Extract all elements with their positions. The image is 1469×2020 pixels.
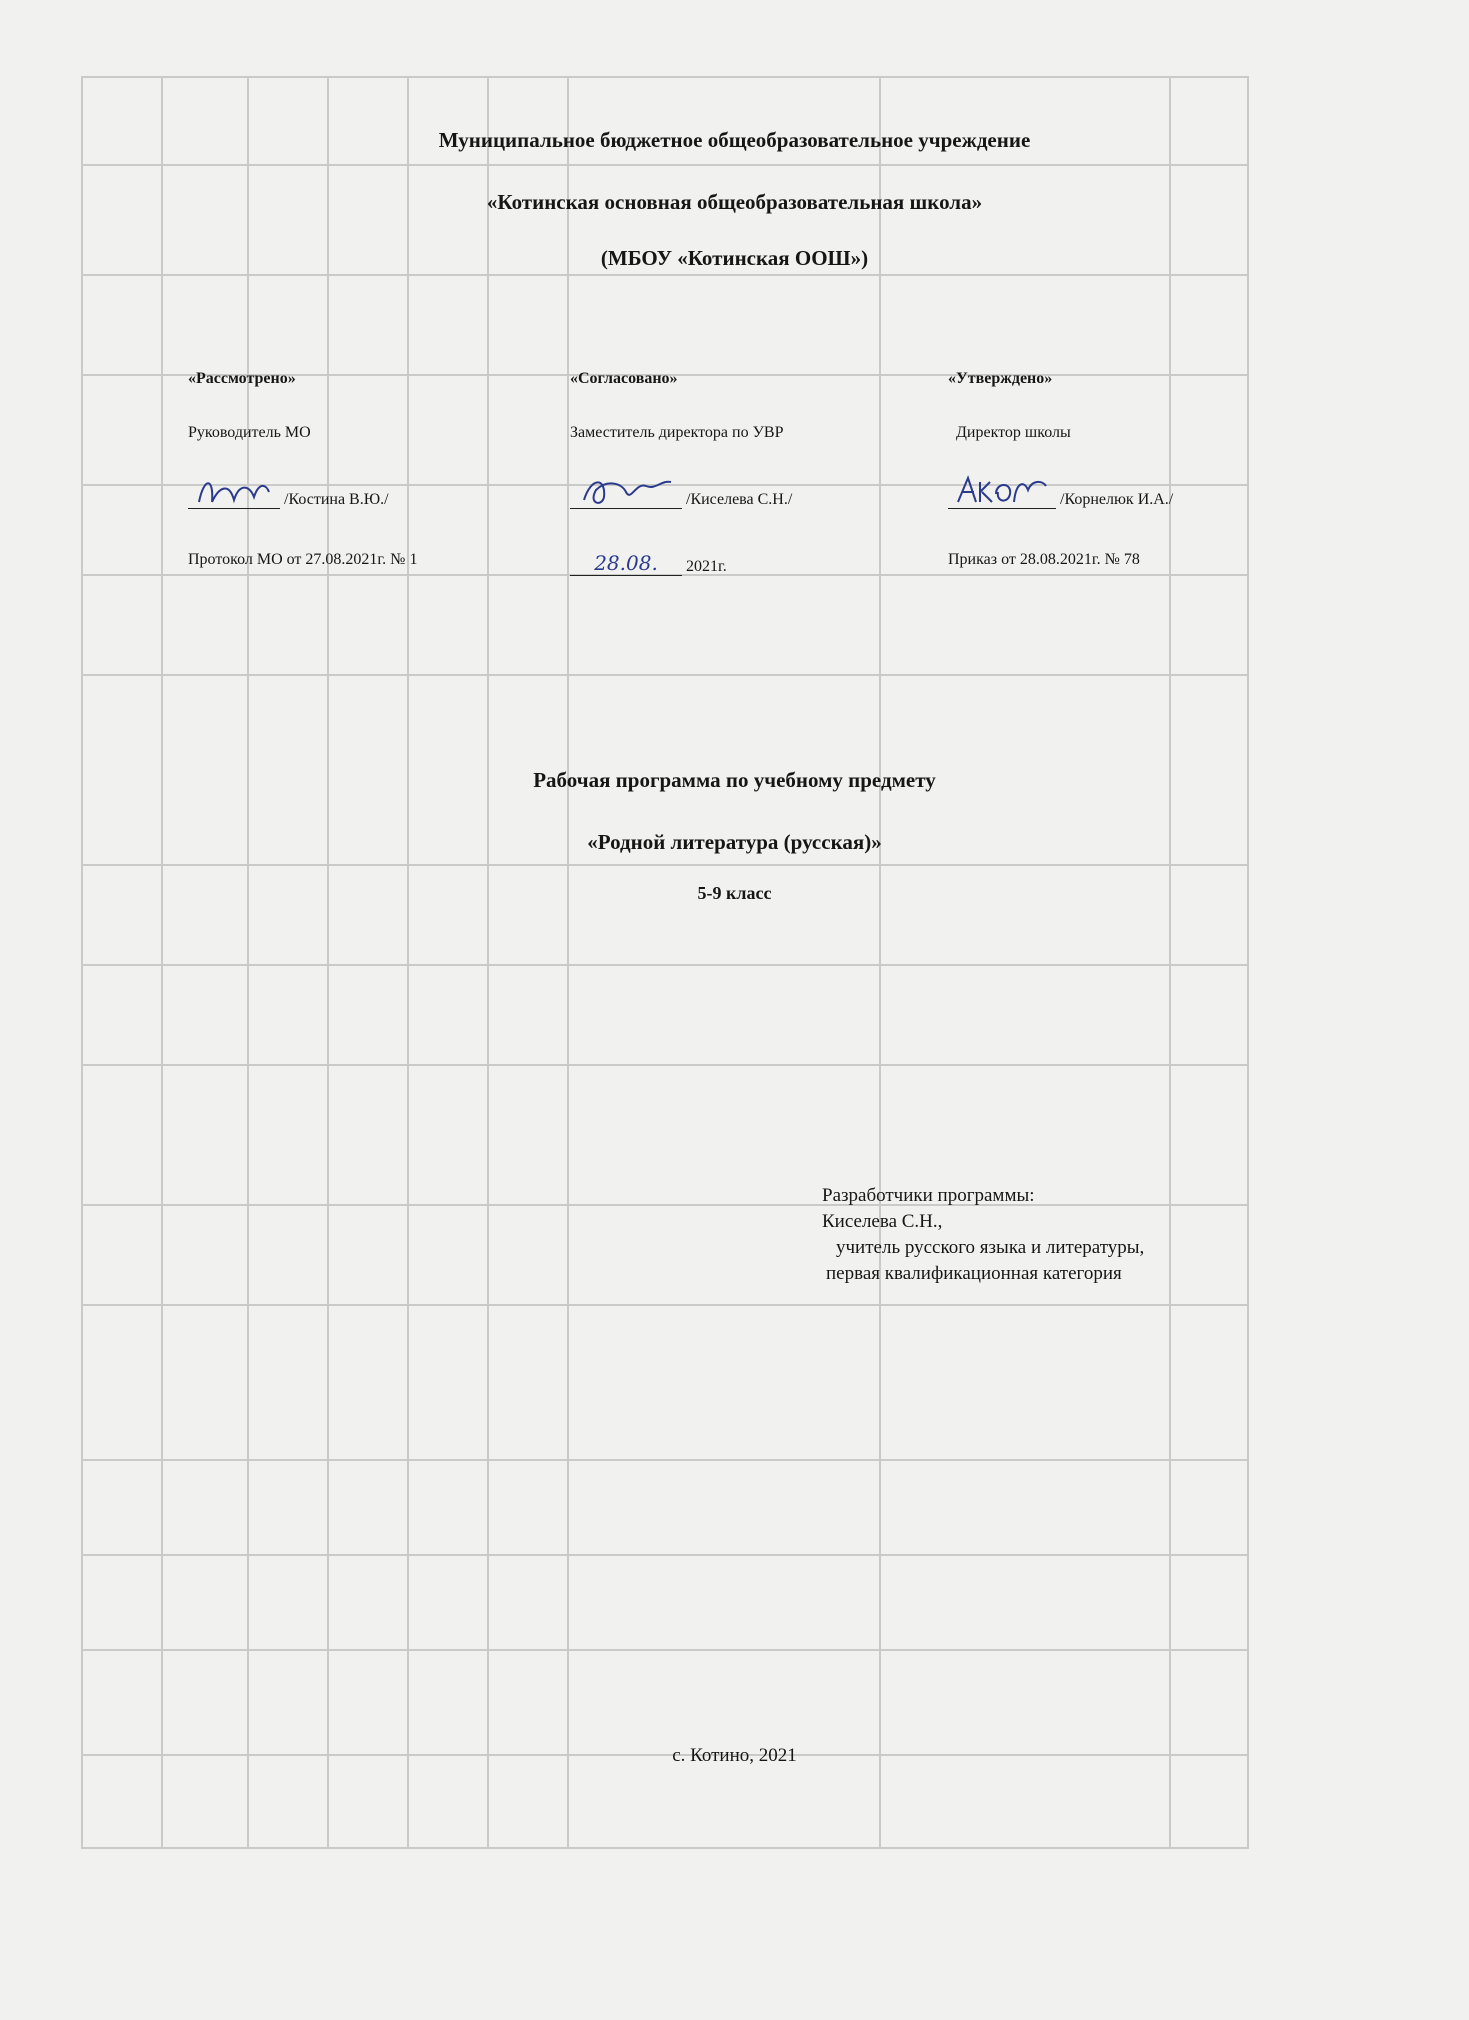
approved-order: Приказ от 28.08.2021г. № 78 [948, 551, 1140, 568]
agreed-block [570, 370, 792, 618]
organization-name: Муниципальное бюджетное общеобразовательное учреждение [438, 128, 1031, 152]
agreed-title: «Согласовано» [570, 370, 678, 387]
agreed-signature-line [570, 484, 682, 509]
developer-position: учитель русского языка и литературы, [836, 1237, 1145, 1258]
signature-icon [194, 472, 274, 512]
developers-block [812, 1183, 1144, 1287]
program-title: Рабочая программа по учебному предмету [533, 768, 936, 792]
approved-block [948, 370, 1173, 611]
developer-name: Киселева С.Н., [822, 1211, 943, 1232]
developer-category: первая квалификационная категория [826, 1263, 1122, 1284]
agreed-role: Заместитель директора по УВР [570, 424, 784, 441]
agreed-name: /Киселева С.Н./ [686, 491, 793, 508]
reviewed-protocol: Протокол МО от 27.08.2021г. № 1 [188, 551, 418, 568]
reviewed-title: «Рассмотрено» [188, 370, 296, 387]
reviewed-block [188, 370, 417, 611]
bleed-through-table [80, 75, 1250, 1850]
reviewed-name: /Костина В.Ю./ [284, 491, 389, 508]
developers-heading: Разработчики программы: [822, 1185, 1035, 1206]
approved-signature-line [948, 484, 1056, 509]
signature-icon [954, 472, 1054, 512]
reviewed-role: Руководитель МО [188, 424, 311, 441]
school-name: «Котинская основная общеобразовательная школа» [486, 190, 983, 214]
program-subject: «Родной литература (русская)» [587, 830, 882, 854]
program-grades: 5-9 класс [697, 883, 772, 903]
school-abbreviation: (МБОУ «Котинская ООШ») [600, 246, 869, 270]
agreed-date-line [570, 551, 682, 576]
signature-icon [576, 472, 676, 512]
reviewed-signature-line [188, 484, 280, 509]
approved-title: «Утверждено» [948, 370, 1053, 387]
approved-role: Директор школы [956, 424, 1071, 441]
agreed-handwritten-date: 28.08. [594, 551, 658, 575]
place-and-year: с. Котино, 2021 [672, 1745, 797, 1766]
agreed-year: 2021г. [686, 558, 727, 575]
approved-name: /Корнелюк И.А./ [1060, 491, 1174, 508]
